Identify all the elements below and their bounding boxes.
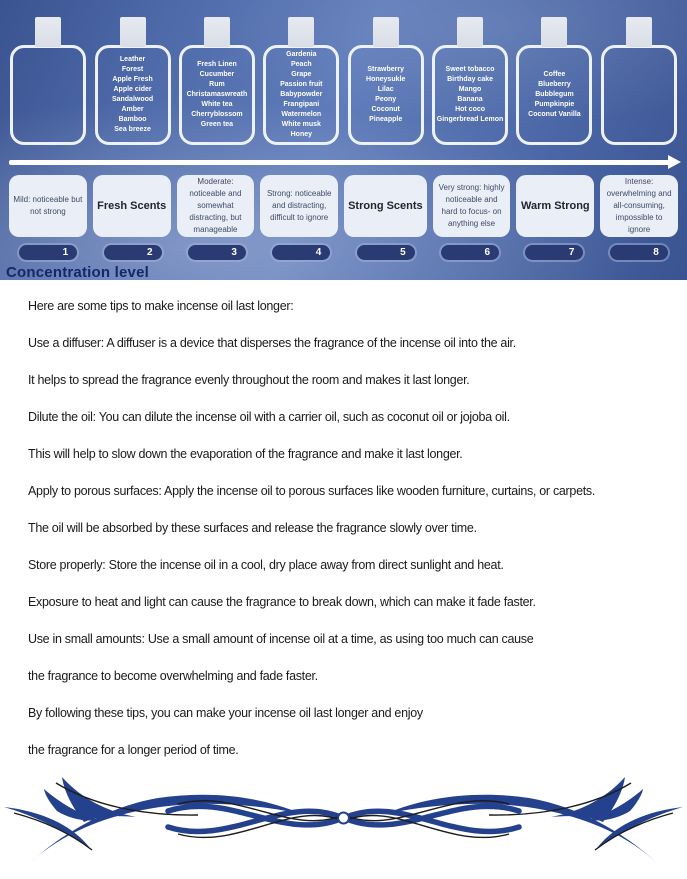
tip-line: Here are some tips to make incense oil last longer: <box>28 299 294 313</box>
scent-name: Forest <box>121 66 144 73</box>
level-card-1: Mild: noticeable but not strong <box>9 175 87 237</box>
tip-line: Use in small amounts: Use a small amount of incense oil at a time, as using too much can cause <box>28 632 534 646</box>
scent-name: Cucumber <box>199 71 235 78</box>
scent-name: Sandalwood <box>111 96 154 103</box>
tip-line: the fragrance to become overwhelming and fade faster. <box>28 669 318 683</box>
scent-name: Gardenia <box>286 51 317 58</box>
scent-name: Peach <box>291 61 312 68</box>
bottle-column-5 <box>347 0 425 145</box>
scent-name: Apple cider <box>113 86 152 93</box>
level-pill-8 <box>610 245 668 260</box>
scent-name: Passion fruit <box>280 81 323 88</box>
scent-name: Banana <box>457 96 483 103</box>
scent-name: Cherryblossom <box>191 111 243 118</box>
flourish-center-ring <box>338 813 349 824</box>
scent-name: Babypowder <box>280 91 323 98</box>
level-card-8: Intense: overwhelming and all-consuming, impossible to ignore <box>600 175 678 237</box>
tip-line: It helps to spread the fragrance evenly throughout the room and makes it last longer. <box>28 373 470 387</box>
level-card-3: Moderate: noticeable and somewhat distracting, but manageable <box>177 175 255 237</box>
axis-label: Concentration level <box>6 264 149 280</box>
scent-name: Coffee <box>543 71 566 78</box>
flourish-divider <box>0 771 687 871</box>
tip-line: the fragrance for a longer period of time. <box>28 743 239 757</box>
scent-name: Pineapple <box>369 116 403 123</box>
level-card-4: Strong: noticeable and distracting, difficult to ignore <box>260 175 338 237</box>
axis-arrow <box>9 160 677 165</box>
scent-name: Coconut Vanilla <box>528 111 581 118</box>
bottle-icon <box>348 45 424 145</box>
level-number: 5 <box>400 247 406 258</box>
bottle-cap-icon <box>457 17 483 47</box>
level-number: 2 <box>146 247 153 258</box>
bottle-cap-icon <box>541 17 567 47</box>
scent-name: Sweet tobacco <box>445 66 495 73</box>
arrow-line <box>9 160 671 165</box>
scent-name: Christamaswreath <box>186 91 248 98</box>
bottle-column-3 <box>178 0 256 145</box>
scent-name: Coconut <box>371 106 400 113</box>
bottle-column-8 <box>600 0 678 145</box>
level-card-2: Fresh Scents <box>93 175 171 237</box>
bottle-icon <box>432 45 508 145</box>
scent-name: Honey <box>290 131 313 138</box>
scent-name: Fresh Linen <box>197 61 237 68</box>
tip-line: The oil will be absorbed by these surfaces and release the fragrance slowly over time. <box>28 521 477 535</box>
bottle-column-2 <box>93 0 171 145</box>
scent-name: Rum <box>209 81 225 88</box>
level-pill-5 <box>357 245 415 260</box>
scent-name: Peony <box>375 96 397 103</box>
scent-name: White musk <box>281 121 321 128</box>
bottle-cap-icon <box>288 17 314 47</box>
scent-name: Bamboo <box>118 116 147 123</box>
tribal-flourish-graphic <box>0 771 687 871</box>
tip-line: This will help to slow down the evaporation of the fragrance and make it last longer. <box>28 447 463 461</box>
bottle-column-1 <box>9 0 87 145</box>
scent-name: Honeysukle <box>366 76 406 83</box>
level-number: 6 <box>484 247 491 258</box>
scent-name: Grape <box>291 71 312 78</box>
pills-row <box>0 245 687 260</box>
scent-scale-banner <box>0 0 687 280</box>
scent-name: White tea <box>201 101 233 108</box>
scent-name: Apple Fresh <box>112 76 153 83</box>
scent-name: Gingerbread Lemon <box>436 116 504 123</box>
bottle-column-7 <box>515 0 593 145</box>
scent-name: Amber <box>121 106 144 113</box>
bottles-row <box>0 0 687 145</box>
bottle-icon <box>263 45 339 145</box>
tip-line: By following these tips, you can make your incense oil last longer and enjoy <box>28 706 423 720</box>
bottle-column-6 <box>431 0 509 145</box>
bottle-icon <box>601 45 677 145</box>
level-pill-6 <box>441 245 499 260</box>
scent-name: Bubblegum <box>535 91 574 98</box>
bottle-cap-icon <box>120 17 146 47</box>
level-card-5: Strong Scents <box>344 175 427 237</box>
level-pill-7 <box>525 245 583 260</box>
scent-name: Blueberry <box>538 81 571 88</box>
tip-line: Dilute the oil: You can dilute the incense oil with a carrier oil, such as coconut oil or jojoba oil. <box>28 410 510 424</box>
scent-name: Green tea <box>200 121 234 128</box>
bottle-icon <box>95 45 171 145</box>
level-number: 4 <box>315 247 322 258</box>
scent-name: Pumpkinpie <box>534 101 575 108</box>
level-number: 8 <box>653 247 659 258</box>
bottle-icon <box>10 45 86 145</box>
scent-name: Birthday cake <box>447 76 494 83</box>
bottle-icon <box>516 45 592 145</box>
scent-name: Hot coco <box>455 106 486 113</box>
tip-line: Apply to porous surfaces: Apply the incense oil to porous surfaces like wooden furniture, curtains, or carpets. <box>28 484 596 498</box>
bottle-icon <box>179 45 255 145</box>
bottle-column-4 <box>262 0 340 145</box>
tip-line: Exposure to heat and light can cause the fragrance to break down, which can make it fade faster. <box>28 595 536 609</box>
bottle-cap-icon <box>373 17 399 47</box>
level-number: 1 <box>62 247 69 258</box>
level-card-7: Warm Strong <box>516 175 594 237</box>
level-pill-3 <box>188 245 246 260</box>
level-pill-4 <box>272 245 330 260</box>
tip-line: Use a diffuser: A diffuser is a device that disperses the fragrance of the incense oil into the air. <box>28 336 516 350</box>
scent-name: Frangipani <box>283 101 320 108</box>
level-pill-2 <box>104 245 162 260</box>
bottle-cap-icon <box>626 17 652 47</box>
bottle-cap-icon <box>35 17 61 47</box>
bottle-cap-icon <box>204 17 230 47</box>
level-pill-1 <box>19 245 77 260</box>
tip-line: Store properly: Store the incense oil in a cool, dry place away from direct sunlight and heat. <box>28 558 504 572</box>
scent-name: Sea breeze <box>114 126 151 133</box>
scent-name: Leather <box>119 56 146 63</box>
level-number: 3 <box>231 247 237 258</box>
level-number: 7 <box>568 247 575 258</box>
scent-name: Strawberry <box>367 66 404 73</box>
level-card-6: Very strong: highly noticeable and hard to focus- on anything else <box>433 175 511 237</box>
scent-name: Watermelon <box>281 111 322 118</box>
scent-name: Mango <box>458 86 482 93</box>
levels-row <box>0 175 687 237</box>
scent-name: Lilac <box>377 86 394 93</box>
tips-section <box>0 280 687 769</box>
arrow-head-icon <box>668 155 681 169</box>
